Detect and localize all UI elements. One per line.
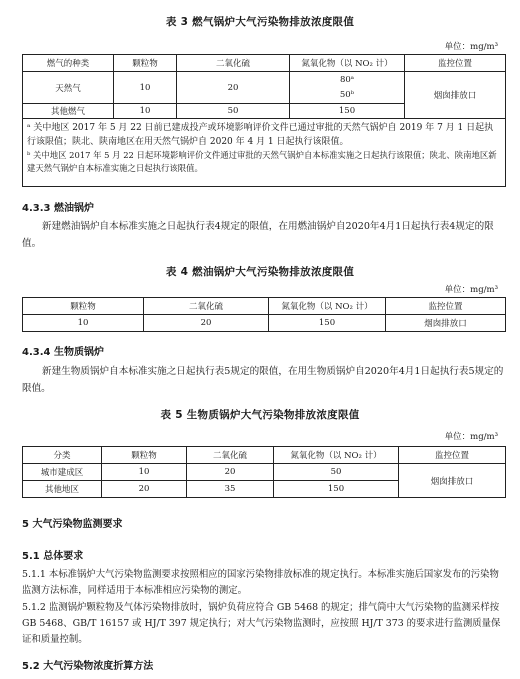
- section-text-4-3-4: 新建生物质锅炉自本标准实施之日起执行表5规定的限值，在用生物质锅炉自2020年4月1日起执行表5规定的限值。: [22, 366, 504, 394]
- table-cell: 10: [23, 315, 144, 332]
- table-cell: 天然气: [23, 72, 114, 104]
- table3-header: 二氧化硫: [177, 55, 290, 72]
- table-cell: 烟囱排放口: [386, 315, 506, 332]
- table-cell: 80ᵃ: [290, 72, 405, 88]
- table3-header: 监控位置: [405, 55, 506, 72]
- table-cell: 50: [274, 464, 399, 481]
- section-heading-4-3-4: 4.3.4 生物质锅炉: [22, 347, 104, 358]
- table-cell: 10: [114, 104, 177, 119]
- table-cell: 城市建成区: [23, 464, 102, 481]
- paragraph-5-1-2: 5.1.2 监测锅炉颗粒物及气体污染物排放时，锅炉负荷应符合 GB 5468 的规定；排气筒中大气污染物的监测采样按 GB 5468、GB/T 16157 或 HJ/T 397 规定执行；对大气污染物监测时，应按照 HJ/T 373 的要求进行监测质量保证和质量控制。: [22, 602, 501, 645]
- table-cell: 20: [144, 315, 269, 332]
- table3: [22, 54, 506, 119]
- table3-note-a: ᵃ 关中地区 2017 年 5 月 22 日前已建成投产或环境影响评价文件已通过审批的天然气锅炉自 2019 年 7 月 1 日起执行该限值；陕北、陕南地区在用天然气锅炉自 2020 年 4 月 1 日起执行该限值。: [27, 123, 494, 147]
- table3-notes: [22, 119, 506, 187]
- table-cell: 150: [274, 481, 399, 498]
- section-heading-4-3-3: 4.3.3 燃油锅炉: [22, 203, 94, 214]
- section-heading-5: 5 大气污染物监测要求: [22, 519, 123, 530]
- table5-unit: 单位：mg/m³: [444, 432, 498, 442]
- section-heading-5-1: 5.1 总体要求: [22, 551, 84, 562]
- table4-header: 二氧化硫: [144, 298, 269, 315]
- table3-caption: 表 3 燃气锅炉大气污染物排放浓度限值: [165, 16, 355, 28]
- table5-caption: 表 5 生物质锅炉大气污染物排放浓度限值: [160, 409, 360, 421]
- table3-monitor: 烟囱排放口: [405, 72, 506, 119]
- table5-header: 二氧化硫: [187, 447, 274, 464]
- table-cell: 150: [269, 315, 386, 332]
- table3-unit: 单位：mg/m³: [444, 42, 498, 52]
- section-heading-5-2: 5.2 大气污染物浓度折算方法: [22, 661, 154, 672]
- table3-note-b: ᵇ 关中地区 2017 年 5 月 22 日起环境影响评价文件通过审批的天然气锅炉自本标准实施之日起执行该限值；陕北、陕南地区新建天然气锅炉自本标准实施之日起执行该限值。: [27, 150, 497, 173]
- table4-header: 监控位置: [386, 298, 506, 315]
- table4-unit: 单位：mg/m³: [444, 285, 498, 295]
- table5-header: 颗粒物: [102, 447, 187, 464]
- table-cell: 50: [177, 104, 290, 119]
- table3-header: 氮氧化物（以 NO₂ 计）: [290, 55, 405, 72]
- table3-header: 颗粒物: [114, 55, 177, 72]
- paragraph-5-1-1: 5.1.1 本标准锅炉大气污染物监测要求按照相应的国家污染物排放标准的规定执行。本标准实施后国家发布的污染物监测方法标准，同样适用于本标准相应污染物的测定。: [22, 569, 499, 596]
- table-cell: 50ᵇ: [290, 88, 405, 104]
- table5-header: 监控位置: [399, 447, 506, 464]
- table-cell: 10: [114, 72, 177, 104]
- table5-header: 氮氧化物（以 NO₂ 计）: [274, 447, 399, 464]
- table4: [22, 297, 506, 332]
- table4-header: 颗粒物: [23, 298, 144, 315]
- section-text-4-3-3: 新建燃油锅炉自本标准实施之日起执行表4规定的限值，在用燃油锅炉自2020年4月1日起执行表4规定的限值。: [22, 221, 494, 249]
- table-cell: 10: [102, 464, 187, 481]
- table-cell: 其他燃气: [23, 104, 114, 119]
- table-cell: 150: [290, 104, 405, 119]
- table5: [22, 446, 506, 498]
- table-cell: 其他地区: [23, 481, 102, 498]
- table3-header: 燃气的种类: [23, 55, 114, 72]
- table4-caption: 表 4 燃油锅炉大气污染物排放浓度限值: [165, 266, 355, 278]
- table-cell: 20: [187, 464, 274, 481]
- table5-header: 分类: [23, 447, 102, 464]
- table5-monitor: 烟囱排放口: [399, 464, 506, 498]
- table-cell: 20: [102, 481, 187, 498]
- table-cell: 35: [187, 481, 274, 498]
- table-cell: 20: [177, 72, 290, 104]
- table4-header: 氮氧化物（以 NO₂ 计）: [269, 298, 386, 315]
